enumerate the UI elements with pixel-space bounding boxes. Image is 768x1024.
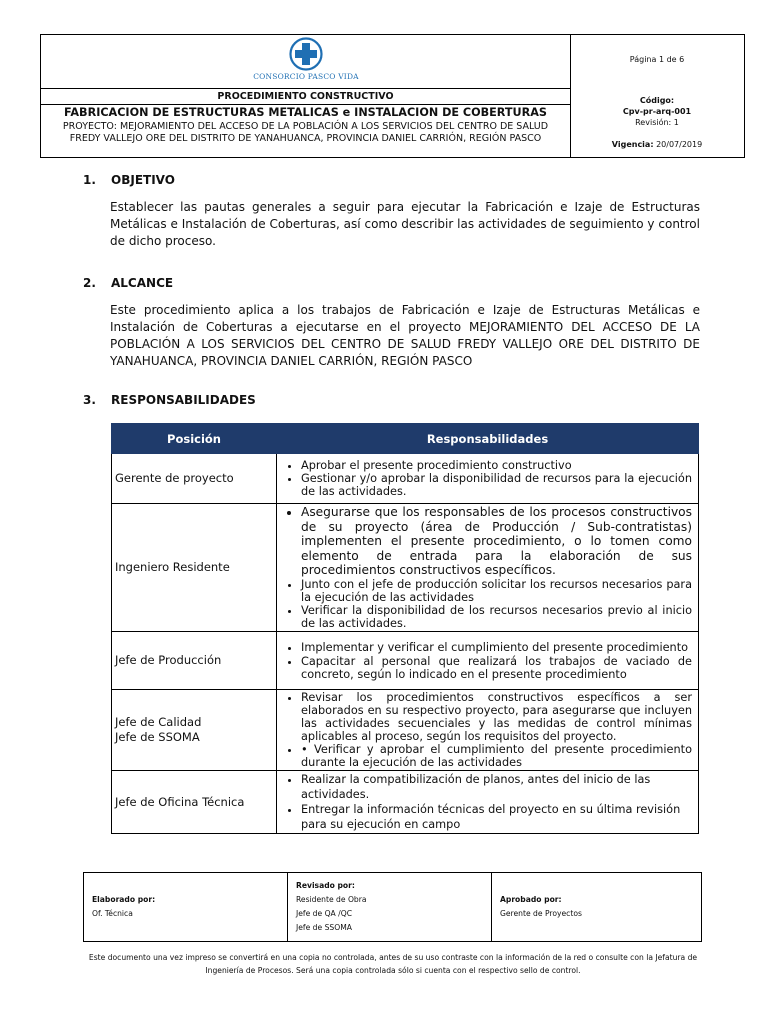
aprobado-label: Aprobado por: [500,895,562,904]
section-number: 2. [83,276,96,290]
table-header-row [112,424,699,454]
list-item: • Realizar la compatibilización de planos, antes del inicio de las actividades. [301,772,692,802]
revisado-value: Jefe de SSOMA [296,923,352,932]
list-item: • Implementar y verificar el cumplimiento del presente procedimiento [301,640,692,655]
list-item: • Asegurarse que los responsables de los procesos constructivos de su proyecto (área de Producción / Sub-contratistas) implementen el presente procedimiento, o lo tomen como elemento de entrada para la elaboración de sus procedimientos constructivos específicos. [301,505,692,578]
section-number: 3. [83,393,96,407]
code-value: Cpv-pr-arq-001 [622,107,692,116]
list-item: • Revisar los procedimientos constructivos específicos a ser elaborados en su respectivo proyecto, para asegurarse que incluyen las actividades secuenciales y las medidas de control mínimas aplicables al proceso, según los requisitos del proyecto. [301,691,692,743]
table-row [112,771,699,834]
responsibilities-cell [277,771,699,834]
responsibilities-cell [277,690,699,771]
position-cell: Ingeniero Residente [112,504,277,632]
elaborado-label: Elaborado por: [92,895,156,904]
vigencia-label: Vigencia: [611,140,654,149]
logo-text: CONSORCIO PASCO VIDA [253,72,359,81]
aprobado-value: Gerente de Proyectos [500,909,582,918]
page-number: Página 1 de 6 [629,55,685,64]
section-number: 1. [83,173,96,187]
revisado-cell [288,873,492,942]
document-header [40,34,745,158]
revision: Revisión: 1 [635,118,679,127]
list-item: • Junto con el jefe de producción solicitar los recursos necesarios para la ejecución de las actividades [301,578,692,604]
position-cell [112,690,277,771]
list-item: • Aprobar el presente procedimiento constructivo [301,459,692,472]
table-row [112,632,699,690]
list-item: • • Verificar y aprobar el cumplimiento del presente procedimiento durante la ejecución de las actividades [301,743,692,769]
position-cell: Jefe de Producción [112,632,277,690]
elaborado-cell [84,873,288,942]
section-title: RESPONSABILIDADES [111,393,256,407]
alcance-text: Este procedimiento aplica a los trabajos de Fabricación e Izaje de Estructuras Metálicas e Instalación de Coberturas a ejecutarse en el proyecto MEJORAMIENTO DEL ACCESO DE LA POBLACIÓN A LOS SERVICIOS DEL CENTRO DE SALUD FREDY VALLEJO ORE DEL DISTRITO DE YANAHUANCA, PROVINCIA DANIEL CARRIÓN, REGIÓN PASCO [110,303,700,368]
list-item: • Gestionar y/o aprobar la disponibilidad de recursos para la ejecución de las actividades. [301,472,692,498]
column-header-responsibilities: Responsabilidades [277,424,699,454]
document-title: FABRICACION DE ESTRUCTURAS METALICAS e INSTALACION DE COBERTURAS [64,106,547,119]
footer-disclaimer: Este documento una vez impreso se convertirá en una copia no controlada, antes de su uso contraste con la información de la red o consulte con la Jefatura de Ingeniería de Procesos. Será una copia controlada sólo si cuenta con el respectivo sello de control. [88,953,698,975]
section-heading-alcance [83,276,173,290]
revisado-value: Jefe de QA /QC [296,909,353,918]
list-item: • Entregar la información técnicas del proyecto en su última revisión para su ejecución en campo [301,802,692,832]
aprobado-cell [492,873,702,942]
responsibilities-cell [277,632,699,690]
vigencia [570,140,744,149]
table-row [112,504,699,632]
procedure-label: PROCEDIMIENTO CONSTRUCTIVO [217,91,394,102]
list-item: • Verificar la disponibilidad de los recursos necesarios previo al inicio de las actividades. [301,604,692,630]
responsibilities-cell [277,504,699,632]
responsibilities-table [111,423,699,834]
section-heading-objetivo [83,173,175,187]
table-row [112,454,699,504]
header-divider [41,88,570,89]
company-logo [246,37,366,87]
section-title: OBJETIVO [111,173,175,187]
cross-logo-icon [289,37,323,71]
position-label: Jefe de Calidad [115,715,202,729]
elaborado-value: Of. Técnica [92,909,133,918]
code-label: Código: [639,96,675,105]
document-code [570,95,744,128]
revisado-label: Revisado por: [296,881,355,890]
vigencia-value: 20/07/2019 [656,140,703,149]
approval-table [83,872,702,942]
section-title: ALCANCE [111,276,174,290]
position-cell: Gerente de proyecto [112,454,277,504]
project-name: PROYECTO: MEJORAMIENTO DEL ACCESO DE LA POBLACIÓN A LOS SERVICIOS DEL CENTRO DE SALUD FREDY VALLEJO ORE DEL DISTRITO DE YANAHUANCA, PROVINCIA DANIEL CARRIÓN, REGIÓN PASCO [62,121,549,144]
responsibilities-cell [277,454,699,504]
column-header-position: Posición [112,424,277,454]
header-divider [41,104,570,105]
position-label: Jefe de SSOMA [115,730,200,744]
objetivo-text: Establecer las pautas generales a seguir para ejecutar la Fabricación e Izaje de Estructuras Metálicas e Instalación de Coberturas, así como describir las actividades de seguimiento y control de dicho proceso. [110,200,700,248]
table-row [112,690,699,771]
section-heading-responsabilidades [83,393,256,407]
position-cell: Jefe de Oficina Técnica [112,771,277,834]
revisado-value: Residente de Obra [296,895,367,904]
list-item: • Capacitar al personal que realizará los trabajos de vaciado de concreto, según lo indicado en el presente procedimiento [301,655,692,681]
